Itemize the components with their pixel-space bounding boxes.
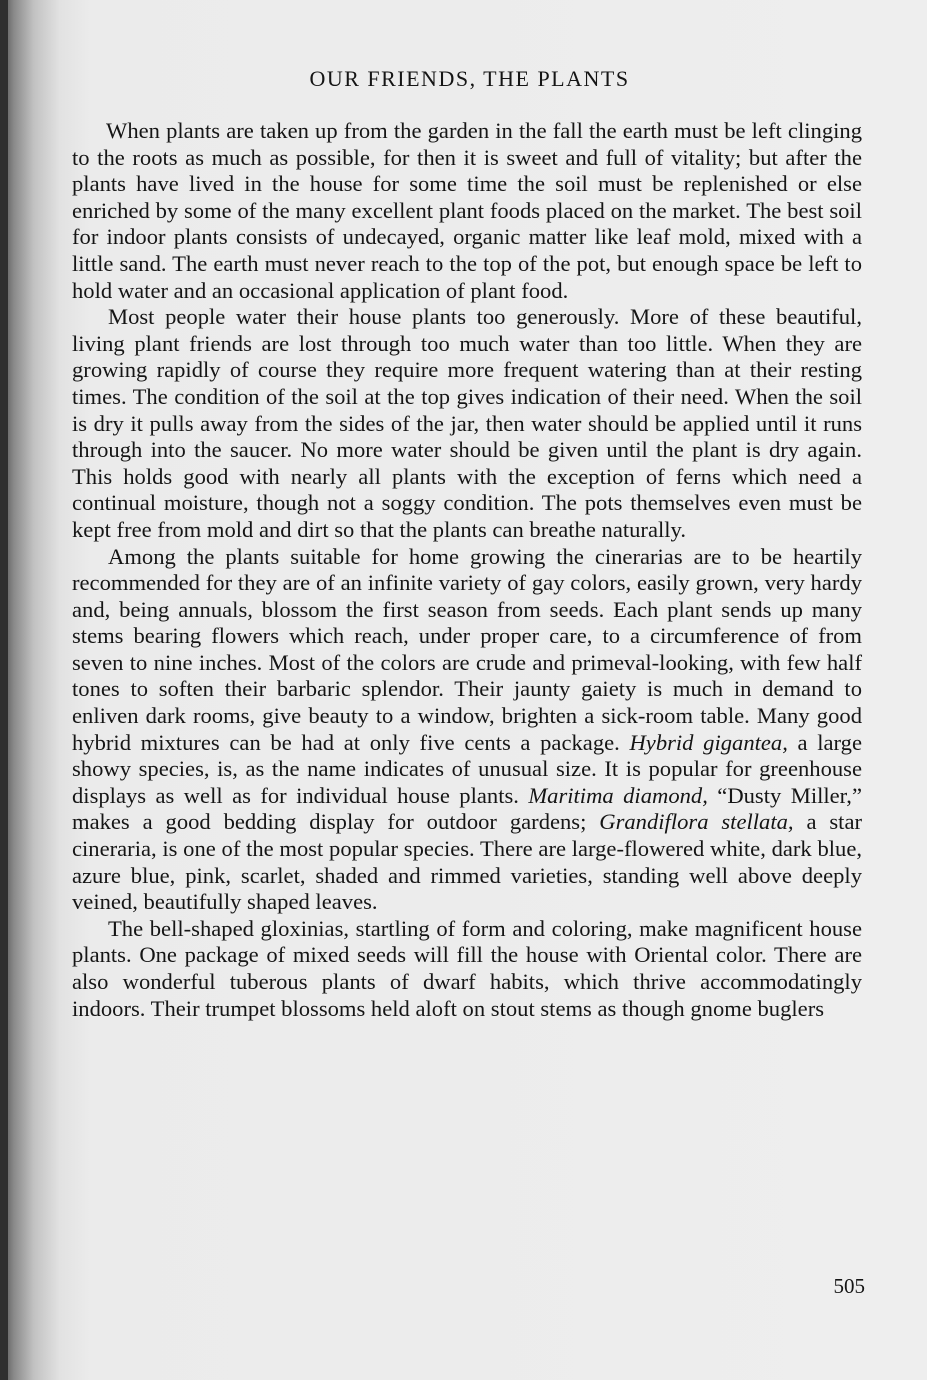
paragraph-text-segment: “Dusty Miller,” makes a good bedding display for outdoor gardens; (72, 782, 862, 835)
paragraph-text-segment: Among the plants suitable for home growing the cinerarias are to be heartily recommended for they are of an infinite variety of gay colors, easily grown, very hardy and, being annuals, blossom the first season from seeds. Each plant sends up many stems bearing flowers which reach, under proper care, to a circumference of from seven to nine inches. Most of the colors are crude and primeval-looking, with few half tones to soften their barbaric splendor. Their jaunty gaiety is much in demand to enliven dark rooms, give beauty to a window, brighten a sick-room table. Many good hybrid mixtures can be had at only five cents a package. (72, 543, 862, 755)
running-head: OUR FRIENDS, THE PLANTS (309, 66, 630, 91)
paragraph-cinerarias (72, 544, 862, 916)
paragraph-soil: When plants are taken up from the garden in the fall the earth must be left clinging to the roots as much as possible, for then it is sweet and full of vitality; but after the plants have lived in the house for some time the soil must be replenished or else enriched by some of the many excellent plant foods placed on the market. The best soil for indoor plants consists of undecayed, organic matter like leaf mold, mixed with a little sand. The earth must never reach to the top of the pot, but enough space be left to hold water and an occasional application of plant food. (72, 118, 862, 303)
species-name: Maritima diamond, (528, 782, 708, 808)
body-text (72, 118, 862, 1022)
species-name: Grandiflora stellata, (599, 809, 794, 835)
paragraph-text-segment: a star cineraria, is one of the most popular species. There are large-flowered white, dark blue, azure blue, pink, scarlet, shaded and rimmed varieties, standing well above deeply veined, beautifully shaped leaves. (72, 809, 862, 915)
paragraph-watering: Most people water their house plants too generously. More of these beautiful, living plant friends are lost through too much water than too little. When they are growing rapidly of course they require more frequent watering than at their resting times. The condition of the soil at the top gives indication of their need. When the soil is dry it pulls away from the sides of the jar, then water should be applied until it runs through into the saucer. No more water should be given until the plant is dry again. This holds good with nearly all plants with the exception of ferns which need a continual moisture, though not a soggy condition. The pots themselves even must be kept free from mold and dirt so that the plants can breathe naturally. (72, 304, 862, 542)
paragraph-gloxinias: The bell-shaped gloxinias, startling of form and coloring, make magnificent house plants. One package of mixed seeds will fill the house with Oriental color. There are also wonderful tuberous plants of dwarf habits, which thrive accommodatingly indoors. Their trumpet blossoms held aloft on stout stems as though gnome buglers (72, 915, 862, 1021)
book-spine-shadow (0, 0, 8, 1380)
paragraph-text-segment: a large showy species, is, as the name indicates of unusual size. It is popular for greenhouse displays as well as for individual house plants. (72, 729, 862, 808)
species-name: Hybrid gigantea, (629, 729, 788, 755)
page-number: 505 (833, 1274, 865, 1298)
